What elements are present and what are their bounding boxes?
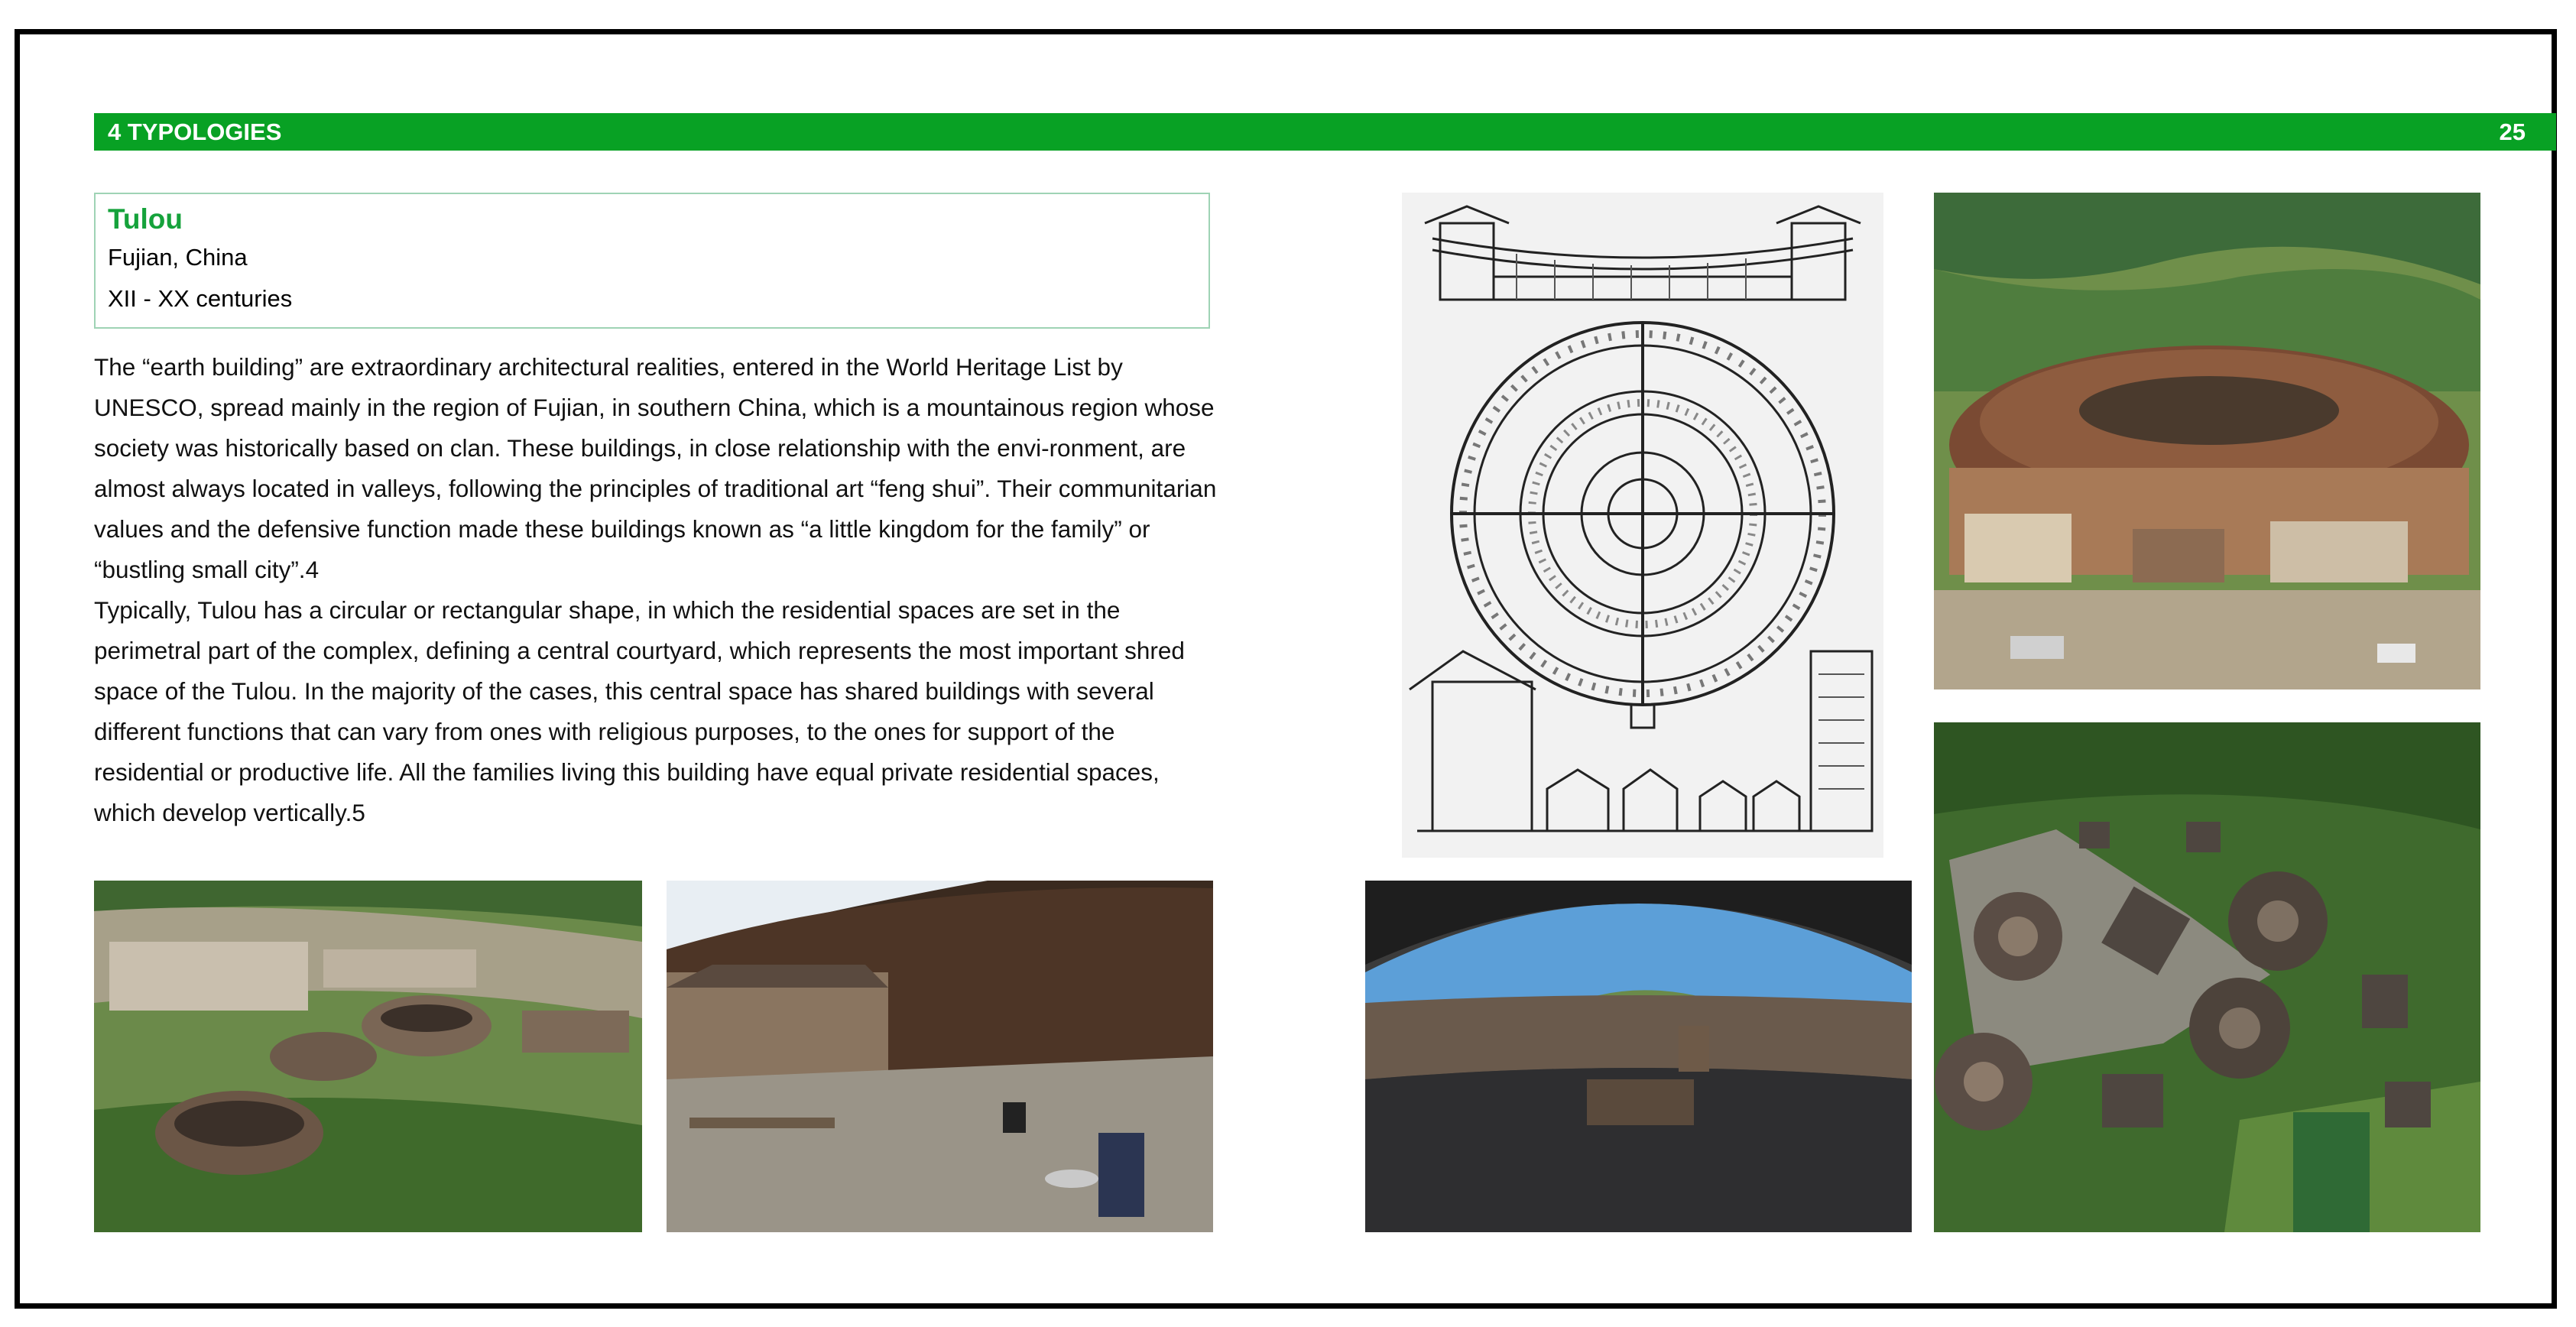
paragraph: The “earth building” are extraordinary architectural realities, entered in the World Heritage List by UNESCO, spread mainly in the region of Fujian, in southern China, which is a mountainous region whose society was historically based on clan. These buildings, in close relationship with the envi-ronment, are almost always located in valleys, following the principles of traditional art “feng shui”. Their communitarian values and the defensive function made these buildings known as “a little kingdom for the family” or “bustling small city”.4 xyxy=(94,353,1217,583)
village-landscape-photo xyxy=(94,881,642,1232)
location-text: Fujian, China xyxy=(108,244,248,271)
chapter-title: 4 TYPOLOGIES xyxy=(108,118,282,145)
chapter-header-band xyxy=(94,113,2556,151)
courtyard-photo xyxy=(667,881,1213,1232)
period-text: XII - XX centuries xyxy=(108,285,293,313)
tulou-cluster-aerial-photo xyxy=(1934,722,2480,1232)
body-text xyxy=(94,347,1218,833)
page-number: 25 xyxy=(2499,118,2526,145)
building-title: Tulou xyxy=(108,203,183,235)
interior-panorama-photo xyxy=(1365,881,1912,1232)
architectural-drawing xyxy=(1402,193,1883,858)
title-box xyxy=(94,193,1210,329)
tulou-aerial-photo xyxy=(1934,193,2480,689)
paragraph: Typically, Tulou has a circular or rectangular shape, in which the residential spaces are set in the perimetral part of the complex, defining a central courtyard, which represents the most important shred space of the Tulou. In the majority of the cases, this central space has shared buildings with several different functions that can vary from ones with religious purposes, to the ones for support of the residential or productive life. All the families living this building have equal private residential spaces, which develop vertically.5 xyxy=(94,596,1185,826)
